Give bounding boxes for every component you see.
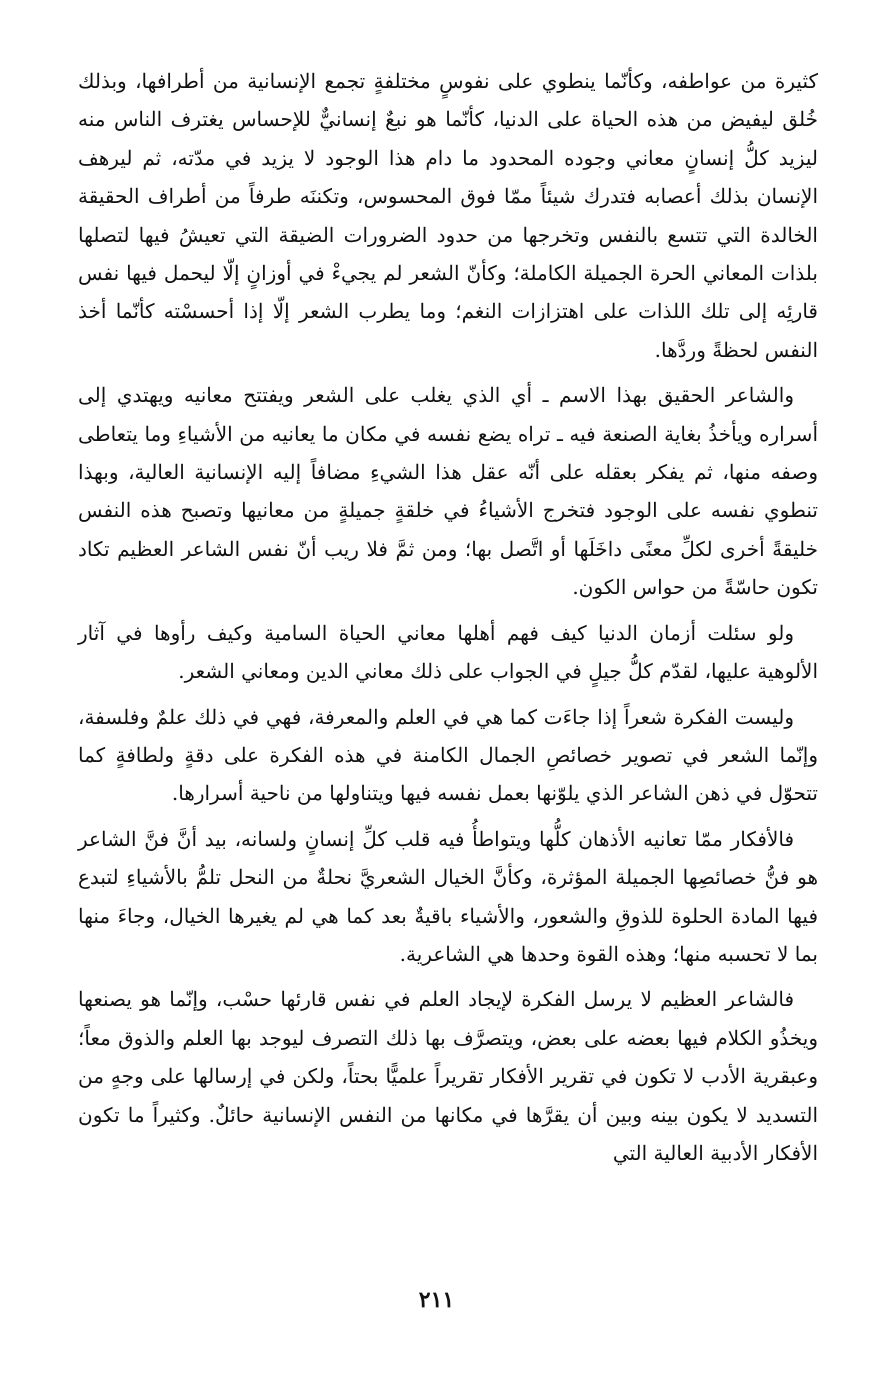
paragraph-1: كثيرة من عواطفه، وكأنّما ينطوي على نفوسٍ مختلفةٍ تجمع الإنسانية من أطرافها، وبذلك خُلق ليفيض من هذه الحياة على الدنيا، كأنّما هو نبعٌ إنسانيٌّ للإحساس يغترف الناس منه ليزيد كلُّ إنسانٍ معاني وجوده المحدود ما دام هذا الوجود لا يزيد في مدّته، ثم ليرهف الإنسان بذلك أعصابه فتدرك شيئاً ممّا فوق المحسوس، وتكننَه طرفاً من أطراف الحقيقة الخالدة التي تتسع بالنفس وتخرجها من حدود الضرورات الضيقة التي تعيشُ فيها لتصلها بلذات المعاني الحرة الجميلة الكاملة؛ وكأنّ الشعر لم يجيءْ في أوزانٍ إلّا ليحمل فيها نفس قارئِه إلى تلك اللذات على اهتزازات النغم؛ وما يطرب الشعر إلّا إذا أحسسْته كأنّما أخذ النفس لحظةً وردَّها. [78,69,818,362]
paragraph-2: والشاعر الحقيق بهذا الاسم ـ أي الذي يغلب على الشعر ويفتتح معانيه ويهتدي إلى أسراره ويأخذُ بغاية الصنعة فيه ـ تراه يضع نفسه في مكان ما يعانيه من الأشياءِ وما يتعاطى وصفه منها، ثم يفكر بعقله على أنّه عقل هذا الشيءِ مضافاً إليه الإنسانية العالية، وبهذا تنطوي نفسه على الوجود فتخرج الأشياءُ في خلقةٍ جميلةٍ من معانيها وتصبح هذه النفس خليقةً أخرى لكلِّ معنًى داخَلَها أو اتَّصل بها؛ ومن ثمَّ فلا ريب أنّ نفس الشاعر العظيم تكاد تكون حاسّةً من حواس الكون. [78,383,818,600]
body-text [78,62,818,1179]
paragraph-5: فالأفكار ممّا تعانيه الأذهان كلُّها ويتواطأُ فيه قلب كلِّ إنسانٍ ولسانه، بيد أنَّ فنَّ الشاعر هو فنُّ خصائصِها الجميلة المؤثرة، وكأنَّ الخيال الشعريَّ نحلةٌ من النحل تلمُّ بالأشياءِ لتبدع فيها المادة الحلوة للذوقِ والشعور، والأشياء باقيةٌ بعد كما هي لم يغيرها الخيال، وجاءَ منها بما لا تحسبه منها؛ وهذه القوة وحدها هي الشاعرية. [78,826,818,966]
paragraph-3: ولو سئلت أزمان الدنيا كيف فهم أهلها معاني الحياة السامية وكيف رأوها في آثار الألوهية عليها، لقدّم كلُّ جيلٍ في الجواب على ذلك معاني الدين ومعاني الشعر. [78,620,818,684]
page-number: ٢١١ [418,1287,455,1313]
paragraph-6: فالشاعر العظيم لا يرسل الفكرة لإيجاد العلم في نفس قارئها حسْب، وإنّما هو يصنعها ويخذُو الكلام فيها بعضه على بعض، ويتصرَّف بها ذلك التصرف ليوجد بها العلم والذوق معاً؛ وعبقرية الأدب لا تكون في تقرير الأفكار تقريراً علميًّا بحتاً، ولكن في إرسالها على وجهٍ من التسديد لا يكون بينه وبين أن يقرَّها في مكانها من النفس الإنسانية حائلٌ. وكثيراً ما تكون الأفكار الأدبية العالية التي [78,987,818,1165]
paragraph-4: وليست الفكرة شعراً إذا جاءَت كما هي في العلم والمعرفة، فهي في ذلك علمٌ وفلسفة، وإنّما الشعر في تصوير خصائصِ الجمال الكامنة في هذه الفكرة على دقةٍ ولطافةٍ كما تتحوّل في ذهن الشاعر الذي يلوّنها بعمل نفسه فيها ويتناولها من ناحية أسرارها. [78,704,818,806]
